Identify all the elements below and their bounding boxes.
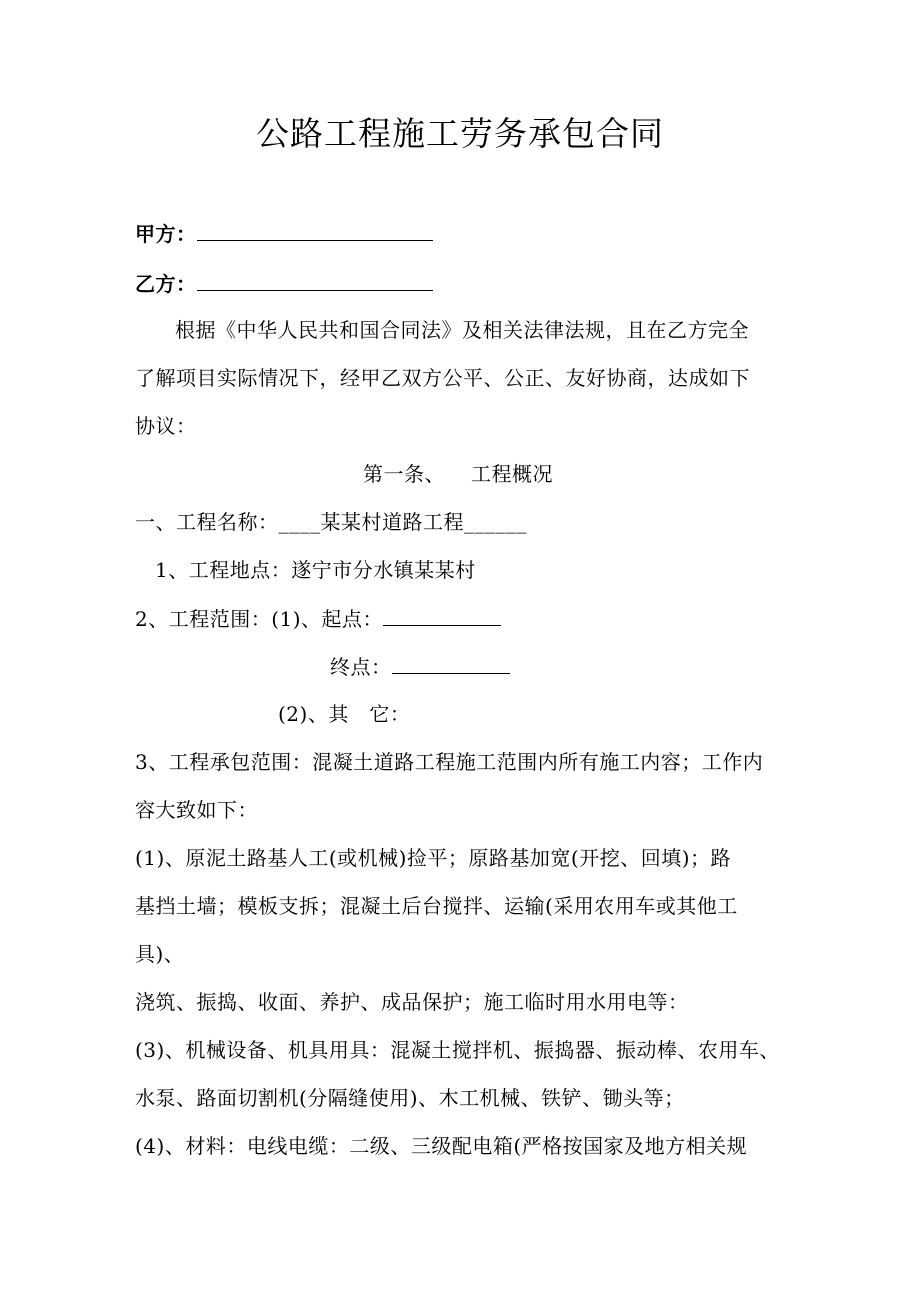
start-point-blank [383,605,501,626]
item-1-line-3: 具)、 [135,942,185,966]
end-point-label: 终点： [330,655,392,679]
item-3-line-1: (3)、机械设备、机具用具：混凝土搅拌机、振捣器、振动棒、农用车、 [135,1038,780,1062]
project-location: 1、工程地点：遂宁市分水镇某某村 [155,558,476,582]
preamble-line-3: 协议： [135,414,197,438]
contract-scope-line-2: 容大致如下： [135,798,258,822]
preamble-line-2: 了解项目实际情况下，经甲乙双方公平、公正、友好协商，达成如下 [135,366,750,390]
item-3-line-2: 水泵、路面切割机(分隔缝使用)、木工机械、铁铲、锄头等； [135,1086,685,1110]
party-a-blank [197,220,433,241]
item-4-line: (4)、材料：电线电缆：二级、三级配电箱(严格按国家及地方相关规 [135,1134,748,1158]
end-point-line [330,653,510,680]
party-b-label: 乙方： [135,272,197,296]
party-a-line [135,220,433,247]
item-1-line-1: (1)、原泥土路基人工(或机械)捡平；原路基加宽(开挖、回填)；路 [135,846,732,870]
end-point-blank [392,653,510,674]
project-scope-line [135,605,501,632]
item-2-line: 浇筑、振捣、收面、养护、成品保护；施工临时用水用电等： [135,990,689,1014]
party-a-label: 甲方： [135,222,197,246]
article-1-number: 第一条、 [363,462,445,486]
item-1-line-2: 基挡土墙；模板支拆；混凝土后台搅拌、运输(采用农用车或其他工 [135,894,738,918]
document-title: 公路工程施工劳务承包合同 [256,114,664,153]
project-name-value: ____某某村道路工程______ [278,510,527,534]
other-scope-line: (2)、其 它： [278,702,411,726]
party-b-line [135,270,433,297]
article-1-heading [363,461,553,487]
contract-scope-line-1: 3、工程承包范围：混凝土道路工程施工范围内所有施工内容；工作内 [135,750,764,774]
article-1-title: 工程概况 [471,462,553,486]
project-name-label: 一、工程名称： [135,510,279,534]
project-name-line [135,509,527,535]
party-b-blank [197,270,433,291]
preamble-line-1: 根据《中华人民共和国合同法》及相关法律法规，且在乙方完全 [175,318,749,342]
scope-start-label: 2、工程范围：(1)、起点： [135,607,384,631]
